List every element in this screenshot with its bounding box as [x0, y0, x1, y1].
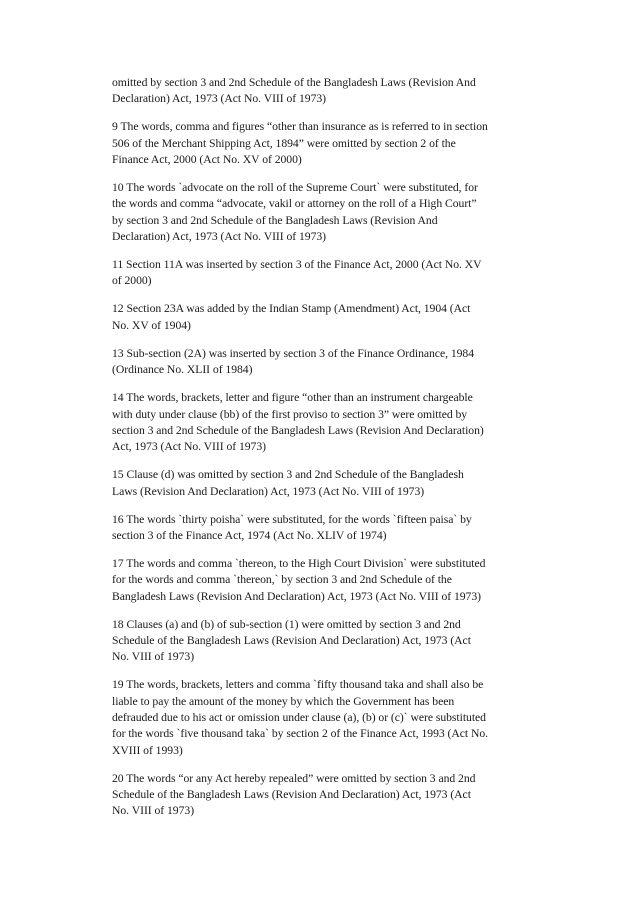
footnote-line: 17 The words and comma `thereon, to the High Court Division` were substituted [112, 557, 486, 570]
footnote-line: 18 Clauses (a) and (b) of sub-section (1) were omitted by section 3 and 2nd [112, 617, 461, 631]
footnote-line: defrauded due to his act or omission under clause (a), (b) or (c)` were substituted [112, 710, 486, 724]
footnote-15 [112, 467, 542, 500]
footnote-line: XVIII of 1993) [112, 743, 183, 757]
footnote-line: Declaration) Act, 1973 (Act No. VIII of 1973) [112, 229, 327, 243]
footnote-line: 12 Section 23A was added by the Indian Stamp (Amendment) Act, 1904 (Act [112, 302, 471, 316]
footnote-13 [112, 346, 542, 379]
footnote-8-continued [112, 75, 542, 108]
footnote-line: 19 The words, brackets, letters and comma `fifty thousand taka and shall also be [112, 678, 484, 692]
footnote-line: section 3 and 2nd Schedule of the Bangladesh Laws (Revision And Declaration) [112, 423, 484, 437]
footnote-line: Act, 1973 (Act No. VIII of 1973) [112, 440, 266, 454]
footnote-line: omitted by section 3 and 2nd Schedule of the Bangladesh Laws (Revision And [112, 76, 476, 89]
footnote-line: for the words and comma `thereon,` by section 3 and 2nd Schedule of the [112, 573, 452, 587]
footnote-line: 11 Section 11A was inserted by section 3 of the Finance Act, 2000 (Act No. XV [112, 258, 482, 272]
footnote-12 [112, 301, 542, 334]
footnote-line: of 2000) [112, 274, 152, 288]
footnote-17 [112, 556, 542, 605]
footnote-line: Laws (Revision And Declaration) Act, 1973 (Act No. VIII of 1973) [112, 484, 425, 498]
footnote-9 [112, 119, 542, 168]
footnote-line: 16 The words `thirty poisha` were substituted, for the words `fifteen paisa` by [112, 512, 472, 526]
footnotes-body [112, 75, 542, 831]
footnote-line: No. VIII of 1973) [112, 804, 195, 818]
footnote-11 [112, 257, 542, 290]
footnote-line: 506 of the Merchant Shipping Act, 1894” were omitted by section 2 of the [112, 136, 456, 150]
footnote-line: 14 The words, brackets, letter and figure “other than an instrument chargeable [112, 391, 473, 405]
footnote-16 [112, 512, 542, 545]
footnote-line: by section 3 and 2nd Schedule of the Bangladesh Laws (Revision And [112, 213, 438, 227]
footnote-line: section 3 of the Finance Act, 1974 (Act No. XLIV of 1974) [112, 528, 387, 542]
footnote-line: Schedule of the Bangladesh Laws (Revision And Declaration) Act, 1973 (Act [112, 633, 471, 647]
footnote-20 [112, 771, 542, 820]
footnote-line: No. VIII of 1973) [112, 650, 195, 664]
footnote-line: (Ordinance No. XLII of 1984) [112, 363, 253, 377]
footnote-line: 13 Sub-section (2A) was inserted by section 3 of the Finance Ordinance, 1984 [112, 346, 474, 360]
footnote-line: 9 The words, comma and figures “other than insurance as is referred to in section [112, 120, 488, 134]
footnote-line: 20 The words “or any Act hereby repealed” were omitted by section 3 and 2nd [112, 771, 476, 785]
footnote-line: Finance Act, 2000 (Act No. XV of 2000) [112, 152, 302, 166]
footnote-line: 10 The words `advocate on the roll of the Supreme Court` were substituted, for [112, 181, 478, 195]
footnote-19 [112, 677, 542, 758]
footnote-line: for the words `five thousand taka` by section 2 of the Finance Act, 1993 (Act No. [112, 727, 489, 741]
footnote-line: No. XV of 1904) [112, 318, 191, 332]
footnote-line: Declaration) Act, 1973 (Act No. VIII of 1973) [112, 92, 327, 106]
footnote-line: the words and comma “advocate, vakil or attorney on the roll of a High Court” [112, 197, 477, 211]
footnote-10 [112, 180, 542, 245]
footnote-line: 15 Clause (d) was omitted by section 3 and 2nd Schedule of the Bangladesh [112, 468, 464, 482]
footnote-line: Bangladesh Laws (Revision And Declaration) Act, 1973 (Act No. VIII of 1973) [112, 589, 481, 603]
footnote-line: Schedule of the Bangladesh Laws (Revision And Declaration) Act, 1973 (Act [112, 787, 471, 801]
footnote-line: liable to pay the amount of the money by which the Government has been [112, 694, 455, 708]
footnote-line: with duty under clause (bb) of the first proviso to section 3” were omitted by [112, 407, 468, 421]
footnote-18 [112, 617, 542, 666]
footnote-14 [112, 390, 542, 455]
